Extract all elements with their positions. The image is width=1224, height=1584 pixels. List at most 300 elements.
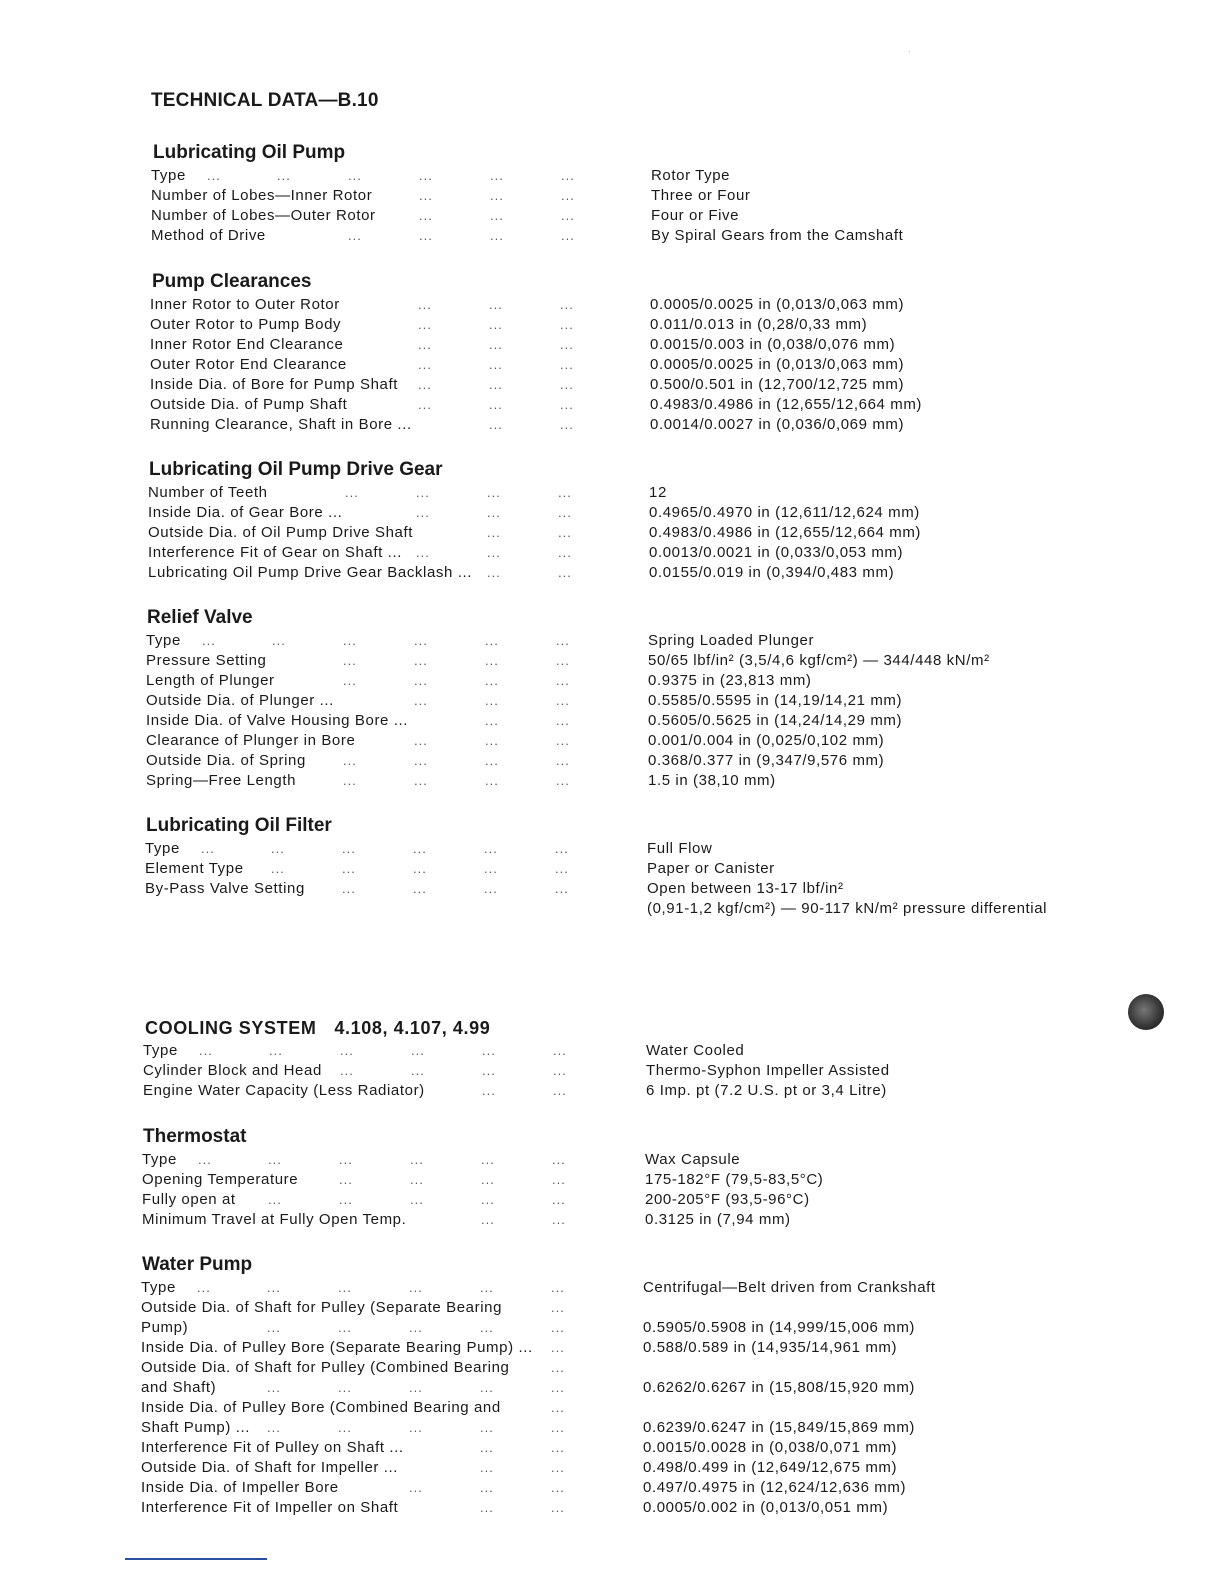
- spec-row: [0, 1478, 1224, 1498]
- leader-dots: ...: [555, 841, 569, 856]
- leader-dots: ...: [551, 1340, 565, 1355]
- section-heading: Thermostat: [143, 1126, 247, 1147]
- leader-dots: ...: [560, 337, 574, 352]
- leader-dots: ...: [480, 1380, 494, 1395]
- spec-value: 0.4983/0.4986 in (12,655/12,664 mm): [649, 524, 922, 541]
- leader-dots: ...: [490, 188, 504, 203]
- leader-dots: ...: [267, 1280, 281, 1295]
- spec-value: 0.5905/0.5908 in (14,999/15,006 mm): [643, 1319, 916, 1336]
- spec-value: 50/65 lbf/in² (3,5/4,6 kgf/cm²) — 344/448 kN/m²: [648, 652, 990, 669]
- leader-dots: ...: [561, 228, 575, 243]
- spec-value: Spring Loaded Plunger: [648, 632, 815, 649]
- spec-label: Number of Lobes—Inner Rotor: [151, 187, 373, 204]
- leader-dots: ...: [342, 841, 356, 856]
- leader-dots: ...: [489, 417, 503, 432]
- spec-row: [0, 503, 1224, 523]
- leader-dots: ...: [409, 1380, 423, 1395]
- leader-dots: ...: [556, 693, 570, 708]
- leader-dots: ...: [560, 357, 574, 372]
- spec-value: 0.3125 in (7,94 mm): [645, 1211, 791, 1228]
- spec-value: 0.0155/0.019 in (0,394/0,483 mm): [649, 564, 895, 581]
- spec-row: [0, 879, 1224, 899]
- leader-dots: ...: [419, 168, 433, 183]
- spec-row: [0, 395, 1224, 415]
- leader-dots: ...: [414, 773, 428, 788]
- spec-row: [0, 839, 1224, 859]
- leader-dots: ...: [409, 1480, 423, 1495]
- leader-dots: ...: [556, 653, 570, 668]
- spec-row: [0, 1210, 1224, 1230]
- section-cooling-system: [0, 1015, 1224, 1101]
- spec-row: [0, 375, 1224, 395]
- leader-dots: ...: [416, 545, 430, 560]
- leader-dots: ...: [485, 693, 499, 708]
- spec-row: [0, 1318, 1224, 1338]
- spec-label: Outside Dia. of Shaft for Impeller ...: [141, 1459, 399, 1476]
- spec-label: Type: [151, 167, 186, 184]
- spec-label: Cylinder Block and Head: [143, 1062, 322, 1079]
- spec-label: Outside Dia. of Plunger ...: [146, 692, 334, 709]
- spec-label: Opening Temperature: [142, 1171, 299, 1188]
- spec-row: [0, 483, 1224, 503]
- leader-dots: ...: [418, 377, 432, 392]
- leader-dots: ...: [271, 841, 285, 856]
- leader-dots: ...: [271, 861, 285, 876]
- leader-dots: ...: [485, 713, 499, 728]
- spec-label: Type: [142, 1151, 177, 1168]
- leader-dots: ...: [487, 485, 501, 500]
- leader-dots: ...: [413, 841, 427, 856]
- leader-dots: ...: [558, 525, 572, 540]
- leader-dots: ...: [553, 1043, 567, 1058]
- spec-label: Inside Dia. of Pulley Bore (Separate Bearing Pump) ...: [141, 1339, 533, 1356]
- leader-dots: ...: [489, 357, 503, 372]
- spec-value: 0.0014/0.0027 in (0,036/0,069 mm): [650, 416, 905, 433]
- spec-value: 0.0005/0.002 in (0,013/0,051 mm): [643, 1499, 889, 1516]
- spec-value: 0.0013/0.0021 in (0,033/0,053 mm): [649, 544, 904, 561]
- spec-value: 12: [649, 484, 667, 501]
- spec-row: [0, 671, 1224, 691]
- leader-dots: ...: [207, 168, 221, 183]
- leader-dots: ...: [414, 653, 428, 668]
- leader-dots: ...: [551, 1480, 565, 1495]
- leader-dots: ...: [558, 505, 572, 520]
- leader-dots: ...: [343, 773, 357, 788]
- spec-label: Type: [141, 1279, 176, 1296]
- leader-dots: ...: [342, 861, 356, 876]
- section-oil-filter: [0, 813, 1224, 919]
- leader-dots: ...: [490, 228, 504, 243]
- spec-label: Number of Teeth: [148, 484, 268, 501]
- leader-dots: ...: [485, 633, 499, 648]
- section-relief-valve: [0, 605, 1224, 791]
- spec-row: [0, 1061, 1224, 1081]
- leader-dots: ...: [277, 168, 291, 183]
- spec-label: Type: [143, 1042, 178, 1059]
- leader-dots: ...: [551, 1400, 565, 1415]
- leader-dots: ...: [551, 1420, 565, 1435]
- leader-dots: ...: [560, 417, 574, 432]
- spec-row: [0, 859, 1224, 879]
- leader-dots: ...: [485, 673, 499, 688]
- spec-value: 0.588/0.589 in (14,935/14,961 mm): [643, 1339, 898, 1356]
- section-heading: Lubricating Oil Pump: [153, 142, 346, 163]
- leader-dots: ...: [561, 208, 575, 223]
- leader-dots: ...: [551, 1380, 565, 1395]
- leader-dots: ...: [413, 881, 427, 896]
- spec-label: Number of Lobes—Outer Rotor: [151, 207, 376, 224]
- spec-row: [0, 186, 1224, 206]
- leader-dots: ...: [480, 1420, 494, 1435]
- spec-label: Pressure Setting: [146, 652, 267, 669]
- leader-dots: ...: [489, 397, 503, 412]
- leader-dots: ...: [343, 633, 357, 648]
- leader-dots: ...: [485, 773, 499, 788]
- spec-value: 0.5605/0.5625 in (14,24/14,29 mm): [648, 712, 903, 729]
- spec-row: [0, 1338, 1224, 1358]
- spec-label: By-Pass Valve Setting: [145, 880, 305, 897]
- leader-dots: ...: [480, 1280, 494, 1295]
- spec-value: Rotor Type: [651, 167, 731, 184]
- section-heading: Relief Valve: [147, 607, 253, 628]
- spec-label: Inside Dia. of Pulley Bore (Combined Bearing and: [141, 1399, 501, 1416]
- leader-dots: ...: [202, 633, 216, 648]
- spec-row: [0, 315, 1224, 335]
- leader-dots: ...: [418, 397, 432, 412]
- leader-dots: ...: [411, 1063, 425, 1078]
- leader-dots: ...: [414, 733, 428, 748]
- leader-dots: ...: [556, 773, 570, 788]
- leader-dots: ...: [480, 1440, 494, 1455]
- spec-value: Three or Four: [651, 187, 751, 204]
- spec-label: Inside Dia. of Valve Housing Bore ...: [146, 712, 409, 729]
- spec-row: [0, 1398, 1224, 1418]
- spec-row: [0, 1170, 1224, 1190]
- leader-dots: ...: [489, 297, 503, 312]
- leader-dots: ...: [268, 1152, 282, 1167]
- section-heading: Pump Clearances: [152, 271, 312, 292]
- leader-dots: ...: [198, 1152, 212, 1167]
- leader-dots: ...: [485, 733, 499, 748]
- leader-dots: ...: [489, 317, 503, 332]
- leader-dots: ...: [197, 1280, 211, 1295]
- leader-dots: ...: [485, 653, 499, 668]
- spec-row: [0, 1081, 1224, 1101]
- leader-dots: ...: [410, 1152, 424, 1167]
- spec-label: Outer Rotor End Clearance: [150, 356, 347, 373]
- leader-dots: ...: [410, 1192, 424, 1207]
- spec-row: [0, 295, 1224, 315]
- spec-value: 200-205°F (93,5-96°C): [645, 1191, 810, 1208]
- spec-value: Open between 13-17 lbf/in²: [647, 880, 844, 897]
- spec-value: 0.0015/0.003 in (0,038/0,076 mm): [650, 336, 896, 353]
- spec-row: [0, 166, 1224, 186]
- spec-row: [0, 355, 1224, 375]
- spec-value: Paper or Canister: [647, 860, 775, 877]
- spec-value: Centrifugal—Belt driven from Crankshaft: [643, 1279, 936, 1296]
- leader-dots: ...: [348, 228, 362, 243]
- spec-value: 0.4983/0.4986 in (12,655/12,664 mm): [650, 396, 923, 413]
- leader-dots: ...: [410, 1172, 424, 1187]
- spec-value: By Spiral Gears from the Camshaft: [651, 227, 904, 244]
- leader-dots: ...: [345, 485, 359, 500]
- leader-dots: ...: [414, 673, 428, 688]
- leader-dots: ...: [343, 753, 357, 768]
- spec-value: 0.011/0.013 in (0,28/0,33 mm): [650, 316, 868, 333]
- leader-dots: ...: [268, 1192, 282, 1207]
- spec-value: 0.497/0.4975 in (12,624/12,636 mm): [643, 1479, 907, 1496]
- leader-dots: ...: [561, 168, 575, 183]
- leader-dots: ...: [419, 208, 433, 223]
- spec-row: [0, 226, 1224, 246]
- spec-row: [0, 1458, 1224, 1478]
- footer-rule: [125, 1558, 267, 1560]
- leader-dots: ...: [419, 188, 433, 203]
- leader-dots: ...: [272, 633, 286, 648]
- leader-dots: ...: [414, 633, 428, 648]
- spec-label: Outside Dia. of Oil Pump Drive Shaft: [148, 524, 414, 541]
- spec-label: Running Clearance, Shaft in Bore ...: [150, 416, 412, 433]
- scan-speck: [909, 51, 910, 52]
- spec-value: 175-182°F (79,5-83,5°C): [645, 1171, 824, 1188]
- section-heading: Lubricating Oil Filter: [146, 815, 332, 836]
- leader-dots: ...: [487, 565, 501, 580]
- leader-dots: ...: [560, 377, 574, 392]
- leader-dots: ...: [267, 1380, 281, 1395]
- leader-dots: ...: [482, 1063, 496, 1078]
- spec-label: Outside Dia. of Shaft for Pulley (Combined Bearing: [141, 1359, 510, 1376]
- leader-dots: ...: [340, 1063, 354, 1078]
- spec-value: Full Flow: [647, 840, 713, 857]
- spec-label: Fully open at: [142, 1191, 236, 1208]
- leader-dots: ...: [343, 653, 357, 668]
- spec-label: Outer Rotor to Pump Body: [150, 316, 342, 333]
- spec-row: [0, 335, 1224, 355]
- spec-value: (0,91-1,2 kgf/cm²) — 90-117 kN/m² pressure differential: [647, 900, 1048, 917]
- leader-dots: ...: [414, 693, 428, 708]
- section-pump-clearances: [0, 269, 1224, 435]
- leader-dots: ...: [560, 397, 574, 412]
- spec-label: Inside Dia. of Impeller Bore: [141, 1479, 339, 1496]
- leader-dots: ...: [490, 208, 504, 223]
- spec-label: Method of Drive: [151, 227, 266, 244]
- spec-value: 0.6262/0.6267 in (15,808/15,920 mm): [643, 1379, 916, 1396]
- spec-value: Wax Capsule: [645, 1151, 741, 1168]
- leader-dots: ...: [551, 1300, 565, 1315]
- leader-dots: ...: [561, 188, 575, 203]
- leader-dots: ...: [551, 1500, 565, 1515]
- spec-value: 0.0005/0.0025 in (0,013/0,063 mm): [650, 296, 905, 313]
- spec-label: Outside Dia. of Spring: [146, 752, 306, 769]
- leader-dots: ...: [339, 1152, 353, 1167]
- leader-dots: ...: [340, 1043, 354, 1058]
- leader-dots: ...: [480, 1500, 494, 1515]
- page-title: TECHNICAL DATA—B.10: [151, 90, 379, 111]
- leader-dots: ...: [419, 228, 433, 243]
- binder-hole-mark: [1128, 994, 1164, 1030]
- leader-dots: ...: [485, 753, 499, 768]
- leader-dots: ...: [558, 565, 572, 580]
- spec-row: [0, 1298, 1224, 1318]
- spec-value: 0.001/0.004 in (0,025/0,102 mm): [648, 732, 885, 749]
- spec-value: Four or Five: [651, 207, 740, 224]
- leader-dots: ...: [484, 881, 498, 896]
- spec-value: 0.9375 in (23,813 mm): [648, 672, 812, 689]
- spec-value: 0.6239/0.6247 in (15,849/15,869 mm): [643, 1419, 916, 1436]
- spec-row: [0, 771, 1224, 791]
- spec-value: Water Cooled: [646, 1042, 745, 1059]
- spec-label: Outside Dia. of Pump Shaft: [150, 396, 348, 413]
- leader-dots: ...: [489, 377, 503, 392]
- leader-dots: ...: [552, 1152, 566, 1167]
- spec-row: [0, 899, 1224, 919]
- leader-dots: ...: [342, 881, 356, 896]
- spec-row: [0, 415, 1224, 435]
- leader-dots: ...: [556, 753, 570, 768]
- spec-row: [0, 1498, 1224, 1518]
- leader-dots: ...: [418, 317, 432, 332]
- spec-row: [0, 543, 1224, 563]
- spec-label: Length of Plunger: [146, 672, 275, 689]
- leader-dots: ...: [416, 485, 430, 500]
- leader-dots: ...: [269, 1043, 283, 1058]
- spec-label: Inner Rotor to Outer Rotor: [150, 296, 340, 313]
- leader-dots: ...: [552, 1172, 566, 1187]
- leader-dots: ...: [484, 861, 498, 876]
- leader-dots: ...: [409, 1420, 423, 1435]
- leader-dots: ...: [555, 861, 569, 876]
- spec-value: 6 Imp. pt (7.2 U.S. pt or 3,4 Litre): [646, 1082, 887, 1099]
- leader-dots: ...: [339, 1172, 353, 1187]
- leader-dots: ...: [556, 733, 570, 748]
- leader-dots: ...: [348, 168, 362, 183]
- section-drive-gear: [0, 457, 1224, 583]
- leader-dots: ...: [560, 317, 574, 332]
- spec-value: Thermo-Syphon Impeller Assisted: [646, 1062, 890, 1079]
- section-thermostat: [0, 1124, 1224, 1230]
- spec-row: [0, 1418, 1224, 1438]
- spec-value: 0.498/0.499 in (12,649/12,675 mm): [643, 1459, 898, 1476]
- spec-label: Engine Water Capacity (Less Radiator): [143, 1082, 425, 1099]
- spec-row: [0, 1190, 1224, 1210]
- leader-dots: ...: [338, 1380, 352, 1395]
- spec-label: Interference Fit of Impeller on Shaft: [141, 1499, 399, 1516]
- spec-value: 0.4965/0.4970 in (12,611/12,624 mm): [649, 504, 920, 521]
- spec-label: Shaft Pump) ...: [141, 1419, 251, 1436]
- spec-label: Inside Dia. of Bore for Pump Shaft: [150, 376, 399, 393]
- leader-dots: ...: [338, 1420, 352, 1435]
- leader-dots: ...: [489, 337, 503, 352]
- leader-dots: ...: [482, 1083, 496, 1098]
- spec-value: 1.5 in (38,10 mm): [648, 772, 776, 789]
- leader-dots: ...: [409, 1280, 423, 1295]
- leader-dots: ...: [418, 337, 432, 352]
- leader-dots: ...: [555, 881, 569, 896]
- section-lubricating-oil-pump: [0, 140, 1224, 246]
- leader-dots: ...: [551, 1320, 565, 1335]
- spec-label: Minimum Travel at Fully Open Temp.: [142, 1211, 407, 1228]
- leader-dots: ...: [553, 1083, 567, 1098]
- spec-row: [0, 1438, 1224, 1458]
- leader-dots: ...: [487, 525, 501, 540]
- leader-dots: ...: [551, 1280, 565, 1295]
- leader-dots: ...: [199, 1043, 213, 1058]
- leader-dots: ...: [482, 1043, 496, 1058]
- leader-dots: ...: [409, 1320, 423, 1335]
- spec-row: [0, 1358, 1224, 1378]
- spec-row: [0, 731, 1224, 751]
- leader-dots: ...: [484, 841, 498, 856]
- leader-dots: ...: [480, 1460, 494, 1475]
- leader-dots: ...: [481, 1192, 495, 1207]
- spec-row: [0, 1378, 1224, 1398]
- spec-label: and Shaft): [141, 1379, 217, 1396]
- leader-dots: ...: [556, 633, 570, 648]
- leader-dots: ...: [552, 1212, 566, 1227]
- leader-dots: ...: [480, 1320, 494, 1335]
- leader-dots: ...: [338, 1280, 352, 1295]
- spec-row: [0, 523, 1224, 543]
- leader-dots: ...: [411, 1043, 425, 1058]
- spec-value: 0.5585/0.5595 in (14,19/14,21 mm): [648, 692, 903, 709]
- spec-label: Interference Fit of Gear on Shaft ...: [148, 544, 402, 561]
- leader-dots: ...: [556, 713, 570, 728]
- spec-label: Interference Fit of Pulley on Shaft ...: [141, 1439, 404, 1456]
- spec-label: Type: [146, 632, 181, 649]
- spec-value: 0.500/0.501 in (12,700/12,725 mm): [650, 376, 905, 393]
- leader-dots: ...: [338, 1320, 352, 1335]
- spec-label: Element Type: [145, 860, 244, 877]
- leader-dots: ...: [487, 505, 501, 520]
- leader-dots: ...: [490, 168, 504, 183]
- spec-row: [0, 206, 1224, 226]
- section-heading: Lubricating Oil Pump Drive Gear: [149, 459, 443, 480]
- spec-row: [0, 751, 1224, 771]
- leader-dots: ...: [418, 357, 432, 372]
- spec-label: Lubricating Oil Pump Drive Gear Backlash ...: [148, 564, 473, 581]
- leader-dots: ...: [560, 297, 574, 312]
- leader-dots: ...: [480, 1480, 494, 1495]
- leader-dots: ...: [481, 1172, 495, 1187]
- leader-dots: ...: [413, 861, 427, 876]
- spec-label: Pump): [141, 1319, 189, 1336]
- leader-dots: ...: [481, 1152, 495, 1167]
- leader-dots: ...: [558, 485, 572, 500]
- spec-label: Clearance of Plunger in Bore: [146, 732, 356, 749]
- spec-row: [0, 711, 1224, 731]
- leader-dots: ...: [267, 1420, 281, 1435]
- cooling-models: 4.108, 4.107, 4.99: [334, 1018, 491, 1038]
- leader-dots: ...: [551, 1360, 565, 1375]
- spec-label: Inner Rotor End Clearance: [150, 336, 344, 353]
- leader-dots: ...: [487, 545, 501, 560]
- spec-row: [0, 631, 1224, 651]
- leader-dots: ...: [552, 1192, 566, 1207]
- leader-dots: ...: [551, 1460, 565, 1475]
- leader-dots: ...: [267, 1320, 281, 1335]
- cooling-heading: COOLING SYSTEM: [145, 1018, 317, 1038]
- spec-row: [0, 1278, 1224, 1298]
- spec-value: 0.0015/0.0028 in (0,038/0,071 mm): [643, 1439, 898, 1456]
- leader-dots: ...: [414, 753, 428, 768]
- spec-label: Inside Dia. of Gear Bore ...: [148, 504, 343, 521]
- section-heading: Water Pump: [142, 1254, 253, 1275]
- spec-row: [0, 691, 1224, 711]
- leader-dots: ...: [558, 545, 572, 560]
- spec-label: Outside Dia. of Shaft for Pulley (Separate Bearing: [141, 1299, 503, 1316]
- leader-dots: ...: [201, 841, 215, 856]
- leader-dots: ...: [416, 505, 430, 520]
